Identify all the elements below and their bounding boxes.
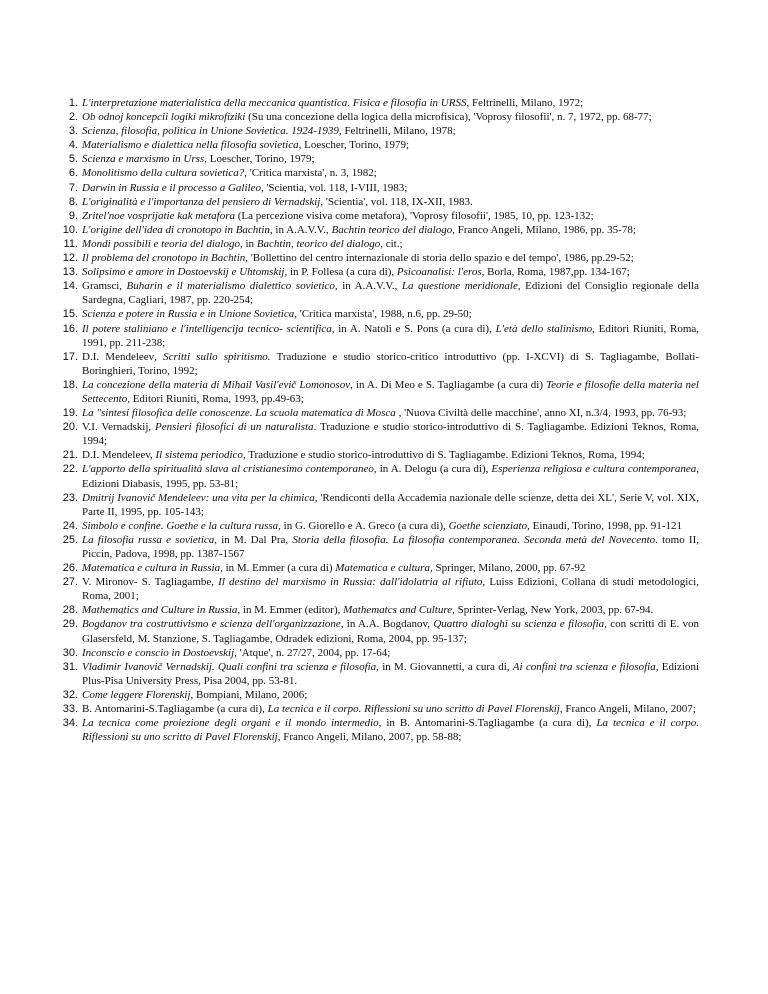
bibliography-entry <box>62 617 699 645</box>
bibliography-entry <box>62 350 699 378</box>
entry-number: 19. <box>62 407 78 420</box>
bibliography-entry <box>68 181 699 195</box>
entry-number: 21. <box>62 449 78 462</box>
bibliography-entry <box>62 406 699 420</box>
bibliography-entry <box>62 265 699 279</box>
entry-number: 6. <box>68 167 78 180</box>
entry-text: Monolitismo della cultura sovietica?, 'Critica marxista', n. 3, 1982; <box>82 167 377 180</box>
entry-text: La "sintesi filosofica delle conoscenze. La scuola matematica di Mosca , 'Nuova Civiltà delle macchine', anno XI, n.3/4, 1993, pp. 76-93; <box>82 407 687 420</box>
entry-number: 13. <box>62 266 78 279</box>
entry-text: Come leggere Florenskij, Bompiani, Milano, 2006; <box>82 688 308 701</box>
entry-text: Zritel'noe vosprijatie kak metafora (La percezione visiva come metafora), 'Voprosy filosofii', 1985, 10, pp. 123-132; <box>82 209 594 222</box>
bibliography-entry <box>63 237 699 251</box>
bibliography-entry <box>68 138 699 152</box>
entry-text: L'apporto della spiritualità slava al cristianesimo contemporaneo, in A. Delogu (a cura di), Esperienza religiosa e cultura contemporanea, Edizioni Diabasis, 1995, pp. 53-81; <box>82 463 700 490</box>
entry-number: 33. <box>62 703 78 716</box>
bibliography-entry <box>62 462 700 490</box>
entry-number: 34. <box>62 717 78 730</box>
entry-number: 29. <box>62 618 78 631</box>
entry-number: 30. <box>62 646 78 659</box>
entry-number: 7. <box>68 181 78 194</box>
bibliography-entry <box>68 209 699 223</box>
entry-text: D.I. Mendeleev, Scritti sullo spiritismo. Traduzione e studio storico-critico introduttivo (pp. I-XCVI) di S. Tagliagambe, Bollati-Boringhieri, Torino, 1992; <box>82 350 699 377</box>
bibliography-entry <box>62 575 699 603</box>
bibliography-entry <box>62 491 700 519</box>
entry-text: Matematica e cultura in Russia, in M. Emmer (a cura di) Matematica e cultura, Springer, Milano, 2000, pp. 67-92 <box>82 562 586 575</box>
bibliography-entry <box>68 96 699 110</box>
bibliography-entry <box>62 307 699 321</box>
bibliography-entry <box>68 166 699 180</box>
entry-number: 3. <box>68 125 78 138</box>
bibliography-entry <box>62 378 699 406</box>
entry-text: Bogdanov tra costruttivismo e scienza dell'organizzazione, in A.A. Bogdanov, Quattro dialoghi su scienza e filosofia, con scritti di E. von Glasersfeld, M. Stanzione, S. Tagliagambe, Odradek edizioni, Roma, 2004, pp. 95-137; <box>82 618 699 645</box>
entry-text: L'interpretazione materialistica della meccanica quantistica. Fisica e filosofia in URSS, Feltrinelli, Milano, 1972; <box>82 97 584 109</box>
entry-text: B. Antomarini-S.Tagliagambe (a cura di), La tecnica e il corpo. Riflessioni su uno scritto di Pavel Florenskij, Franco Angeli, Milano, 2007; <box>82 703 696 716</box>
entry-number: 1. <box>68 97 78 109</box>
entry-text: Materialismo e dialettica nella filosofia sovietica, Loescher, Torino, 1979; <box>82 139 410 152</box>
entry-text: La tecnica come proiezione degli organi e il mondo intermedio, in B. Antomarini-S.Tagliagambe (a cura di), La tecnica e il corpo. Riflessioni su uno scritto di Pavel Florenskij, Franco Angeli, Milano, 2007, pp. 58-88; <box>82 717 700 744</box>
entry-number: 5. <box>68 153 78 166</box>
entry-number: 26. <box>62 562 78 575</box>
entry-text: Mondi possibili e teoria del dialogo, in Bachtin, teorico del dialogo, cit.; <box>82 237 403 250</box>
bibliography-entry <box>62 702 699 716</box>
bibliography-entry <box>68 152 699 166</box>
bibliography-entry <box>62 279 700 307</box>
entry-number: 28. <box>62 604 78 617</box>
bibliography-list <box>62 96 700 744</box>
entry-number: 25. <box>62 533 78 546</box>
bibliography-entry <box>68 124 699 138</box>
entry-number: 12. <box>62 252 78 265</box>
entry-number: 24. <box>62 519 78 532</box>
bibliography-entry <box>62 660 700 688</box>
entry-number: 9. <box>68 209 78 222</box>
bibliography-entry <box>62 251 699 265</box>
entry-number: 15. <box>62 308 78 321</box>
entry-number: 32. <box>62 688 78 701</box>
entry-number: 16. <box>62 322 78 335</box>
entry-text: Dmitrij Ivanovič Mendeleev: una vita per la chimica, 'Rendiconti della Accademia nazionale delle scienze, detta dei XL', Serie V, vol. XIX, Parte II, 1995, pp. 105-143; <box>82 491 700 518</box>
bibliography-entry <box>62 448 699 462</box>
bibliography-entry <box>68 195 699 209</box>
bibliography-entry <box>62 322 700 350</box>
entry-number: 17. <box>62 350 78 363</box>
bibliography-entry <box>68 110 699 124</box>
entry-text: Il potere staliniano e l'intelligencija tecnico- scientifica, in A. Natoli e S. Pons (a cura di), L'età dello stalinismo, Editori Riuniti, Roma, 1991, pp. 211-238; <box>82 322 700 349</box>
entry-number: 4. <box>68 139 78 152</box>
entry-text: V.I. Vernadskij, Pensieri filosofici di un naturalista. Traduzione e studio storico-introduttivo di S. Tagliagambe. Edizioni Teknos, Roma, 1994; <box>82 421 699 448</box>
entry-text: Gramsci, Buharin e il materialismo dialettico sovietico, in A.A.V.V., La questione meridionale, Edizioni del Consiglio regionale della Sardegna, Cagliari, 1987, pp. 220-254; <box>82 280 700 307</box>
entry-number: 14. <box>62 280 78 293</box>
entry-text: Ob odnoj koncepcii logiki mikrofiziki (Su una concezione della logica della microfisica), 'Voprosy filosofii', n. 7, 1972, pp. 68-77; <box>82 111 652 124</box>
bibliography-entry <box>62 603 699 617</box>
entry-text: Darwin in Russia e il processo a Galileo, 'Scientia, vol. 118, I-VIII, 1983; <box>82 181 408 194</box>
bibliography-entry <box>62 561 699 575</box>
bibliography-entry <box>62 533 699 561</box>
entry-text: Il problema del cronotopo in Bachtin, 'Bollettino del centro internazionale di storia dello spazio e del tempo', 1986, pp.29-52; <box>82 252 634 265</box>
entry-number: 18. <box>62 378 78 391</box>
bibliography-entry <box>62 420 699 448</box>
entry-text: Vladimir Ivanovič Vernadskij. Quali confini tra scienza e filosofia, in M. Giovannetti, a cura di, Ai confini tra scienza e filosofia, Edizioni Plus-Pisa University Press, Pisa 2004, pp. 53-81. <box>82 660 700 687</box>
bibliography-entry <box>62 716 700 744</box>
entry-number: 10. <box>62 223 78 236</box>
bibliography-entry <box>62 646 699 660</box>
entry-text: La concezione della materia di Mihail Vasil'evič Lomonosov, in A. Di Meo e S. Tagliagambe (a cura di) Teorie e filosofie della materia nel Settecento, Editori Riuniti, Roma, 1993, pp.49-63; <box>82 378 699 405</box>
entry-text: La filosofia russa e sovietica, in M. Dal Pra, Storia della filosofia. La filosofia contemporanea. Seconda metà del Novecento. tomo II, Piccin, Padova, 1998, pp. 1387-1567 <box>82 533 699 560</box>
entry-number: 2. <box>68 111 78 124</box>
entry-text: Simbolo e confine. Goethe e la cultura russa, in G. Giorello e A. Greco (a cura di), Goethe scienziato, Einaudi, Torino, 1998, pp. 91-121 <box>82 519 682 532</box>
entry-number: 23. <box>62 491 78 504</box>
entry-text: Solipsimo e amore in Dostoevskij e Uhtomskij, in P. Follesa (a cura di), Psicoanalisi: l'eros, Borla, Roma, 1987,pp. 134-167; <box>82 266 630 279</box>
entry-number: 11. <box>63 237 78 250</box>
entry-text: Inconscio e conscio in Dostoevskij, 'Atque', n. 27/27, 2004, pp. 17-64; <box>82 646 391 659</box>
entry-text: Scienza, filosofia, politica in Unione Sovietica. 1924-1939, Feltrinelli, Milano, 1978; <box>82 125 456 138</box>
entry-number: 31. <box>62 660 78 673</box>
entry-text: L'originalità e l'importanza del pensiero di Vernadskij, 'Scientia', vol. 118, IX-XII, 1983. <box>82 195 473 208</box>
bibliography-entry <box>62 223 699 237</box>
bibliography-entry <box>62 519 699 533</box>
entry-text: V. Mironov- S. Tagliagambe, Il destino del marxismo in Russia: dall'idolatria al rifiuto, Luiss Edizioni, Collana di studi metodologici, Roma, 2001; <box>82 576 699 603</box>
entry-text: Mathematics and Culture in Russia, in M. Emmer (editor), Mathematcs and Culture, Sprinter-Verlag, New York, 2003, pp. 67-94. <box>82 604 654 617</box>
entry-text: Scienza e marxismo in Urss, Loescher, Torino, 1979; <box>82 153 315 166</box>
entry-number: 27. <box>62 576 78 589</box>
entry-number: 20. <box>62 421 78 434</box>
entry-text: L'origine dell'idea di cronotopo in Bachtin, in A.A.V.V., Bachtin teorico del dialogo, Franco Angeli, Milano, 1986, pp. 35-78; <box>82 223 636 236</box>
entry-text: Scienza e potere in Russia e in Unione Sovietica, 'Critica marxista', 1988, n.6, pp. 29-50; <box>82 308 472 321</box>
bibliography-entry <box>62 688 699 702</box>
entry-number: 8. <box>68 195 78 208</box>
entry-number: 22. <box>62 463 78 476</box>
entry-text: D.I. Mendeleev, Il sistema periodico, Traduzione e studio storico-introduttivo di S. Tagliagambe. Edizioni Teknos, Roma, 1994; <box>82 449 645 462</box>
